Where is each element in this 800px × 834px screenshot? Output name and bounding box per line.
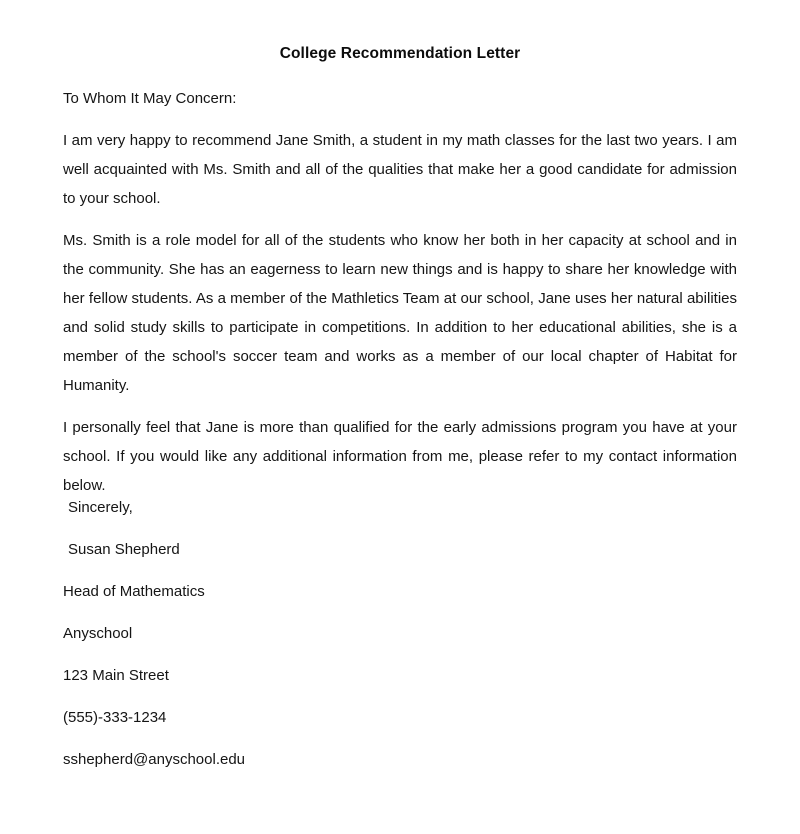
letter-body <box>63 84 737 500</box>
signature-organization: Anyschool <box>63 625 133 642</box>
signature-email: sshepherd@anyschool.edu <box>63 751 246 768</box>
page-title: College Recommendation Letter <box>279 45 521 62</box>
signature-phone: (555)-333-1234 <box>63 709 167 726</box>
body-paragraph-3: I personally feel that Jane is more than qualified for the early admissions program you have at your school. If you would like any additional information from me, please refer to my contact information below. <box>63 419 737 494</box>
salutation: To Whom It May Concern: <box>63 90 237 107</box>
body-paragraph-2: Ms. Smith is a role model for all of the students who know her both in her capacity at school and in the community. She has an eagerness to learn new things and is happy to share her knowledge with her fellow students. As a member of the Mathletics Team at our school, Jane uses her natural abilities and solid study skills to participate in competitions. In addition to her educational abilities, she is a member of the school's soccer team and works as a member of our local chapter of Habitat for Humanity. <box>63 232 737 394</box>
body-paragraph-1: I am very happy to recommend Jane Smith, a student in my math classes for the last two years. I am well acquainted with Ms. Smith and all of the qualities that make her a good candidate for admission to your school. <box>63 132 737 207</box>
signature-name: Susan Shepherd <box>68 541 180 558</box>
closing-block <box>63 498 737 770</box>
signature-street-address: 123 Main Street <box>63 667 169 684</box>
valediction: Sincerely, <box>68 499 133 516</box>
signature-job-title: Head of Mathematics <box>63 583 205 600</box>
